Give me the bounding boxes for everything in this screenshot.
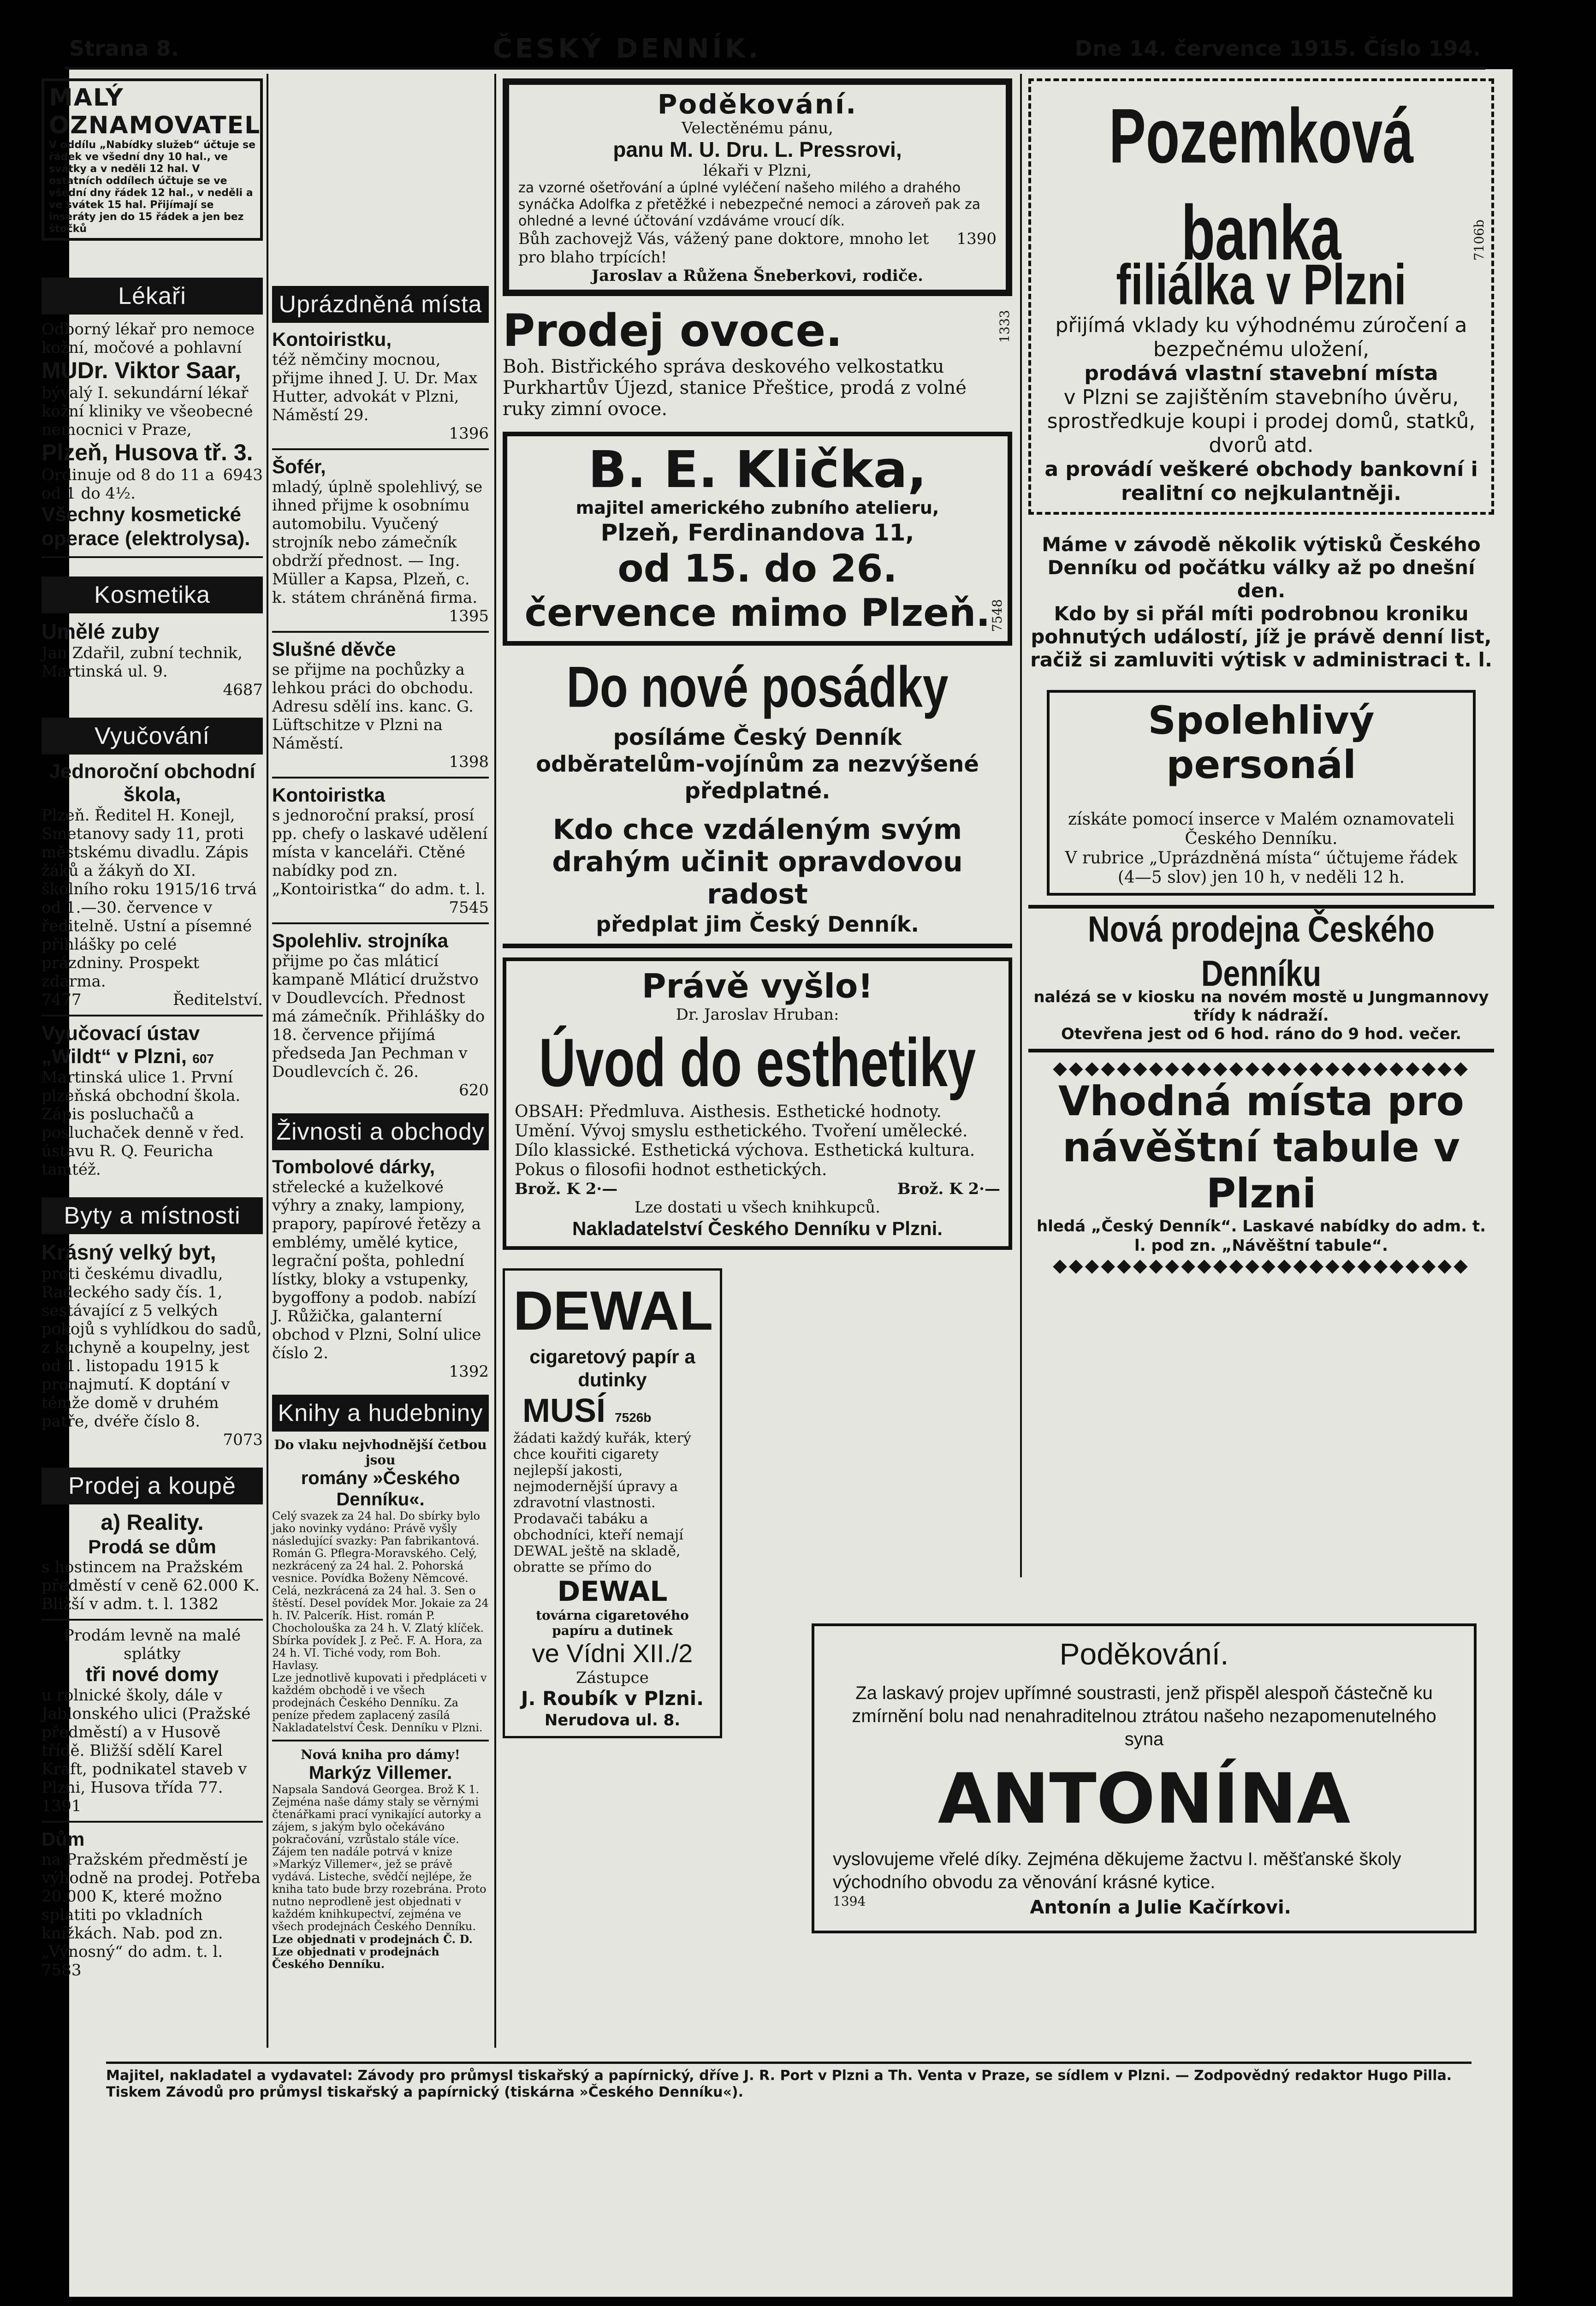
ad-text: lékaři v Plzni, <box>703 161 812 180</box>
ad-headline: Všechny kosmetické operace (elektrolysa). <box>42 503 250 550</box>
column-divider <box>1020 74 1022 1577</box>
page-number: Strana 8. <box>69 36 179 61</box>
ad-text: přijme po čas mláticí kampaně Mláticí družstvo v Doudlevcích. Přednost má zámečník. Přihlášky do 18. července přijímá předseda Jan Pechman v Doudlevcích č. 26. <box>272 952 485 1081</box>
ad-text: předplat jim Český Denník. <box>596 912 919 937</box>
ad-headline: DEWAL <box>557 1575 668 1608</box>
notice-text: Kdo by si přál míti podrobnou kroniku pohnutých událostí, jíž je právě denní list, račiž si zamluviti výtisk v administraci t. l. <box>1030 602 1492 671</box>
ad-text: mladý, úplně spolehlivý, se ihned přijme k osobnímu automobilu. Vyučený strojník nebo zámečník obdrží přednost. — Ing. Müller a Kapsa, Plzeň, c. k. státem chráněná firma. <box>272 478 483 607</box>
ad-text: Odborný lékař pro nemoce kožní, močové a pohlavní <box>42 320 255 357</box>
divider <box>42 1015 263 1016</box>
column-classifieds-1 <box>42 78 263 1979</box>
ad-text: v Plzni se zajištěním stavebního úvěru, sprostředkuje koupi i prodej domů, statků, dvorů atd. <box>1047 386 1476 457</box>
divider <box>42 1619 263 1621</box>
ad-title: Vhodná místa pro návěštní tabule v Plzni <box>1058 1077 1465 1217</box>
issue-date: Dne 14. července 1915. Číslo 194. <box>1074 36 1481 61</box>
divider <box>1028 1049 1494 1052</box>
ad-text: přijímá vklady ku výhodnému zúročení a bezpečnému uložení, <box>1055 314 1467 361</box>
ad-name: panu M. U. Dru. L. Pressrovi, <box>613 137 902 161</box>
ad-text: Plzeň, Ferdinandova 11, <box>600 519 914 546</box>
notice-title: Poděkování. <box>1059 1637 1229 1671</box>
ad-number: 1392 <box>449 1362 489 1381</box>
ad-text: získáte pomocí inserce v Malém oznamovateli Českého Denníku. <box>1068 810 1454 848</box>
newspaper-title: ČESKÝ DENNÍK. <box>492 33 761 64</box>
dentist-ad <box>503 432 1012 646</box>
ad-text: Prodavači tabáku a obchodníci, kteří nemají DEWAL ještě na skladě, obratte se přímo do <box>513 1511 683 1575</box>
ad-headline: Prodá se dům <box>88 1536 216 1557</box>
ad-text: cigaretový papír a dutinky <box>529 1346 695 1391</box>
ad-headline: Spolehliv. strojníka <box>272 930 448 951</box>
ad-signature: 7477 Ředitelství. <box>42 991 263 1009</box>
ad-headline: romány »Českého Denníku«. <box>301 1468 460 1510</box>
ad-title: Nová prodejna Českého Denníku <box>1088 908 1435 994</box>
thanks-ad <box>503 78 1012 296</box>
column-divider <box>494 74 496 2048</box>
small-ads-terms: V oddílu „Nabídky služeb“ účtuje se řádek ve všední dny 10 hal., ve svátky a v neděli 12 hal. V ostatních oddílech účtuje se ve všední dny řádek 12 hal., v neděli a ve svátek 15 hal. Přijímají se inseráty jen do 15 řádek a jen bez štočků <box>49 139 255 235</box>
divider <box>272 448 489 450</box>
ad-title: Do nové posádky <box>566 655 949 719</box>
ad-text: Bůh zachovejž Vás, vážený pane doktore, mnoho let pro blaho trpících! 1390 <box>518 230 997 267</box>
ad-signature: Jaroslav a Růžena Šneberkovi, rodiče. <box>591 267 923 285</box>
ornament-row: ◆◆◆◆◆◆◆◆◆◆◆◆◆◆◆◆◆◆◆◆◆◆◆◆◆◆ <box>1053 1255 1470 1276</box>
ad-headline: Krásný velký byt, <box>42 1240 216 1264</box>
ad-name: MUDr. Viktor Saar, <box>42 357 241 383</box>
ad-price: Brož. K 2·— Brož. K 2·— <box>515 1180 1000 1198</box>
ad-text: a provádí veškeré obchody bankovní i realitní co nejkulantněji. <box>1044 458 1478 505</box>
ad-text: Zástupce <box>576 1669 649 1687</box>
divider <box>503 944 1012 948</box>
column-divider <box>267 74 268 2048</box>
ad-headline: MUSÍ 7526b <box>522 1392 652 1429</box>
ad-text: Nová kniha pro dámy! <box>301 1747 460 1762</box>
ad-headline: Kdo chce vzdáleným svým drahým učinit opravdovou radost <box>552 814 963 910</box>
ad-headline: od 15. do 26. července mimo Plzeň. <box>524 547 991 635</box>
ad-address: Plzeň, Husova tř. 3. <box>42 440 253 465</box>
ad-headline: Kontoiristku, <box>272 328 392 350</box>
ad-title: B. E. Klička, <box>588 440 927 499</box>
divider <box>272 1740 489 1741</box>
column-display-ads-2 <box>1028 78 1494 1276</box>
ad-title: Prodej ovoce. <box>503 305 842 357</box>
ad-text: proti českému divadlu, Radeckého sady čís. 1, sestávající z 5 velkých pokojů s vyhlídkou do sadů, z kuchyně a koupelny, jest od 1. listopadu 1915 k pronajmutí. K doptání v témže domě v druhém patře, dvéře číslo 8. <box>42 1265 262 1431</box>
ad-text: nalézá se v kiosku na novém mostě u Jungmannovy třídy k nádraží. <box>1033 988 1489 1025</box>
category-doctors: Lékaři <box>42 278 263 315</box>
ad-text: Velectěnému pánu, <box>682 119 833 137</box>
ad-text: bývalý I. sekundární lékař kožní kliniky ve všeobecné nemocnici v Praze, <box>42 384 253 439</box>
notice-text: Máme v závodě několik výtisků Českého Denníku od počátku války až po dnešní den. <box>1042 533 1481 602</box>
ad-title: Právě vyšlo! <box>641 967 873 1005</box>
ad-text: střelecké a kuželkové výhry a znaky, lampiony, prapory, papírové řetězy a emblémy, umělé kytice, legrační pošta, pohlední lístky, bloky a vstupenky, bygoffony a podob. nabízí J. Růžička, galanterní obchod v Plzni, Solní ulice číslo 2. <box>272 1178 481 1362</box>
ad-headline: Umělé zuby <box>42 619 160 643</box>
ornament-row: ◆◆◆◆◆◆◆◆◆◆◆◆◆◆◆◆◆◆◆◆◆◆◆◆◆◆ <box>1053 1058 1470 1078</box>
ad-text: OBSAH: Předmluva. Aisthesis. Esthetické hodnoty. Umění. Vývoj smyslu esthetického. Tvoření umělecké. Dílo klassické. Esthetická výchova. Esthetická kultura. Pokus o filosofii hodnot esthetických. <box>515 1102 975 1179</box>
ad-headline: Kontoiristka <box>272 784 386 806</box>
ad-text: žádati každý kuřák, který chce kouřiti cigarety nejlepší jakosti, nejmodernější úpravy a zdravotní vlastnosti. <box>513 1430 691 1511</box>
ad-number: 7545 <box>449 898 489 917</box>
category-education: Vyučování <box>42 718 263 755</box>
ad-text: Plzeň. Ředitel H. Konejl, Smetanovy sady 11, proti městskému divadlu. Zápis žáků a žákyň do XI. školního roku 1915/16 trvá od 1.—30. července v ředitelně. Ustní a písemné přihlášky po celé prázdniny. Prospekt zdarma. <box>42 806 257 991</box>
ad-text: Boh. Bistřického správa deskového velkostatku Purkhartův Újezd, stanice Přeštice, prodá z volné ruky zimní ovoce. <box>503 356 967 420</box>
ad-text: posíláme Český Denník <box>613 725 902 750</box>
column-classifieds-2 <box>272 78 489 1970</box>
staff-ad <box>1047 690 1476 896</box>
ad-title: Pozemková banka <box>1109 93 1414 276</box>
ad-text: Martinská ulice 1. První plzeňská obchodní škola. Zápis posluchačů a posluchaček denně v řed. ústavu R. Q. Feuricha tamtéž. <box>42 1068 244 1179</box>
ad-text: též němčiny mocnou, přijme ihned J. U. Dr. Max Hutter, advokát v Plzni, Náměstí 29. <box>272 351 478 424</box>
cigarette-paper-ad <box>503 1268 722 1738</box>
ad-headline: Dům <box>42 1828 85 1850</box>
ad-publisher: Nakladatelství Českého Denníku v Plzni. <box>572 1218 943 1239</box>
ad-text: Otevřena jest od 6 hod. ráno do 9 hod. večer. <box>1061 1025 1461 1043</box>
subscription-ad <box>503 655 1012 938</box>
ad-text: Lze jednotlivě kupovati i předpláceti v každém obchodě i ve všech prodejnách Českého Denníku. Za peníze předem zaplacený zasílá Nakladatelství Česk. Denníku v Plzni. <box>272 1671 487 1734</box>
ad-headline: Slušné děvče <box>272 638 396 660</box>
notice-signature: 1394 Antonín a Julie Kačírkovi. <box>833 1894 1291 1918</box>
ad-number: 620 <box>459 1081 489 1100</box>
ad-text: majitel amerického zubního atelieru, <box>576 498 939 518</box>
bank-ad <box>1028 78 1494 515</box>
ad-text: Prodám levně na malé splátky <box>63 1626 241 1663</box>
divider <box>272 777 489 779</box>
small-ads-title: MALÝ OZNAMOVATEL <box>49 84 261 139</box>
ad-number: 4687 <box>223 681 263 699</box>
ad-text: Celý svazek za 24 hal. Do sbírky bylo jako novinky vydáno: Právě vyšly následující svazky: Pan fabrikantová. Román G. Pflegra-Moravského. Celý, nezkrácený za 24 hal. 2. Pohorská vesnice. Povídka Boženy Němcové. Celá, nezkrácená za 24 hal. 3. Sen o štěstí. Desel povídek Mor. Jokaie za 24 h. IV. Palcerík. Hist. román P. Chocholouška za 24 h. V. Zlatý klíček. Sbírka povídek J. z Peč. F. A. Hora, za 24 h. VI. Tiché vody, rom Boh. Havlasy. <box>272 1510 489 1672</box>
category-cosmetics: Kosmetika <box>42 576 263 613</box>
ad-text: Napsala Sandová Georgea. Brož K 1. Zejména naše dámy staly se věrnými čtenářkami prací vynikající autorky a zájem, s jakým bylo očekáváno pokračování, vzrůstalo stále více. Zájem ten nadále potrvá v knize »Markýz Villemer«, jež se právě vydává. Listeche, svědčí nejlépe, že kniha tato bude brzy rozebrána. Proto nutno neprodleně jest objednati v každém knihkupectví, zejména ve všech prodejnách Českého Denníku. <box>272 1783 487 1933</box>
ad-text: továrna cigaretového papíru a dutinek <box>536 1608 689 1638</box>
page-header <box>69 32 1481 65</box>
ad-text: s jednoroční praksí, prosí pp. chefy o laskavé udělení místa v kanceláři. Ctěné nabídky pod zn. „Kontoiristka“ do adm. t. l. <box>272 806 488 898</box>
category-housing: Byty a místnosti <box>42 1197 263 1234</box>
ad-hours: Ordinuje od 8 do 11 a od 1 do 4½. 6943 <box>42 466 263 503</box>
divider <box>272 922 489 924</box>
divider <box>42 556 263 558</box>
ad-number: 7073 <box>223 1431 263 1449</box>
ad-title: DEWAL <box>513 1280 713 1342</box>
notice-text: Za laskavý projev upřímné soustrasti, jenž přispěl alespoň částečně ku zmírnění bolu nad nenahraditelnou ztrátou našeho nezapomenutelného syna <box>852 1683 1436 1749</box>
divider <box>272 631 489 633</box>
ad-headline: Markýz Villemer. <box>309 1763 452 1783</box>
ad-number: 1396 <box>449 424 489 443</box>
ad-author: Dr. Jaroslav Hruban: <box>676 1005 839 1024</box>
notice-text: vyslovujeme vřelé díky. Zejména děkujeme žactvu I. měšťanské školy východního obvodu za věnování krásné kytice. <box>833 1849 1401 1892</box>
ad-text: J. Roubík v Plzni. <box>521 1687 704 1710</box>
ad-title: Spolehlivý personál <box>1148 698 1375 787</box>
ad-subtitle: filiálka v Plzni <box>1116 252 1406 317</box>
category-books: Knihy a hudebniny <box>272 1395 489 1432</box>
column-display-ads <box>503 78 1012 1738</box>
ad-text: ve Vídni XII./2 <box>532 1639 693 1668</box>
ad-text: se přijme na pochůzky a lehkou práci do obchodu. Adresu sdělí ins. kanc. G. Lüftschitze v Plzni na Náměstí. <box>272 660 474 753</box>
ad-text: u rolnické školy, dále v Jablonského ulici (Pražské předměstí) a v Husově třídě. Bližší sdělí Karel Kraft, podnikatel staveb v Plzni, Husova třída 77. 1391 <box>42 1686 251 1815</box>
ad-title: Poděkování. <box>657 89 858 120</box>
ad-number: 1395 <box>449 607 489 625</box>
ad-text: s hostincem na Pražském předměstí v ceně 62.000 K. Bližší v adm. t. l. 1382 <box>42 1558 260 1613</box>
ad-text: Lze objednati v prodejnách Č. D. <box>272 1932 473 1946</box>
ad-headline: a) Reality. <box>101 1510 204 1535</box>
ad-text: Jan Zdařil, zubní technik, Martinská ul. 9. <box>42 644 243 681</box>
bereavement-thanks <box>812 1623 1477 1933</box>
ad-text: odběratelům-vojínům za nezvýšené předplatné. <box>536 751 979 804</box>
ad-headline: prodává vlastní stavební místa <box>1084 362 1438 385</box>
ad-number: 1398 <box>449 753 489 771</box>
ad-headline: Jednoroční obchodní škola, <box>49 760 255 806</box>
new-book-ad <box>503 957 1012 1250</box>
category-sale: Prodej a koupě <box>42 1468 263 1504</box>
ad-text: V rubrice „Uprázdněná místa“ účtujeme řádek (4—5 slov) jen 10 h, v neděli 12 h. <box>1065 849 1458 887</box>
category-jobs: Uprázdněná místa <box>272 286 489 323</box>
ad-text: Lze objednati v prodejnách Českého Denníku. <box>272 1945 439 1971</box>
fruit-sale-ad <box>503 305 1012 420</box>
ad-text: Do vlaku nejvhodnější četbou jsou <box>274 1437 487 1468</box>
divider <box>42 1821 263 1823</box>
ad-number: 7548 <box>990 599 1005 632</box>
ad-headline: Šofér, <box>272 456 326 477</box>
ad-text: Nerudova ul. 8. <box>544 1711 681 1730</box>
ad-text: za vzorné ošetřování a úplné vyléčení našeho milého a drahého synáčka Adolfka z přetěžké i nebezpečné nemoci a zároveň pak za ohledné a levné účtování vzdáváme vroucí dík. <box>518 180 981 229</box>
small-ads-intro <box>42 78 263 241</box>
category-business: Živnosti a obchody <box>272 1113 489 1150</box>
notice-name: ANTONÍNA <box>937 1759 1351 1839</box>
ad-number: 1333 <box>997 310 1012 343</box>
ad-text: na Pražském předměstí je výhodně na prodej. Potřeba 20.000 K, které možno splatiti po vkladních knížkách. Nab. pod zn. „Výnosný“ do adm. t. l. 7583 <box>42 1850 261 1979</box>
imprint-footer: Majitel, nakladatel a vydavatel: Závody pro průmysl tiskařský a papírnický, dříve J. R. Port v Plzni a Th. Venta v Praze, se sídlem v Plzni. — Zodpovědný redaktor Hugo Pilla. Tiskem Závodů pro průmysl tiskařský a papírnický (tiskárna »Českého Denníku«). <box>106 2062 1471 2101</box>
ad-headline: tři nové domy <box>85 1663 219 1686</box>
header-rule <box>65 67 1485 70</box>
ad-headline: Tombolové dárky, <box>272 1156 435 1177</box>
ad-headline: Úvod do esthetiky <box>539 1024 976 1101</box>
ad-text: hledá „Český Denník“. Laskavé nabídky do adm. t. l. pod zn. „Návěštní tabule“. <box>1036 1217 1486 1255</box>
ad-text: Lze dostati u všech knihkupců. <box>635 1198 880 1217</box>
ad-number: 7106b <box>1471 220 1487 261</box>
ad-headline: Vyučovací ústav „Wildt“ v Plzni, 607 <box>42 1022 214 1068</box>
